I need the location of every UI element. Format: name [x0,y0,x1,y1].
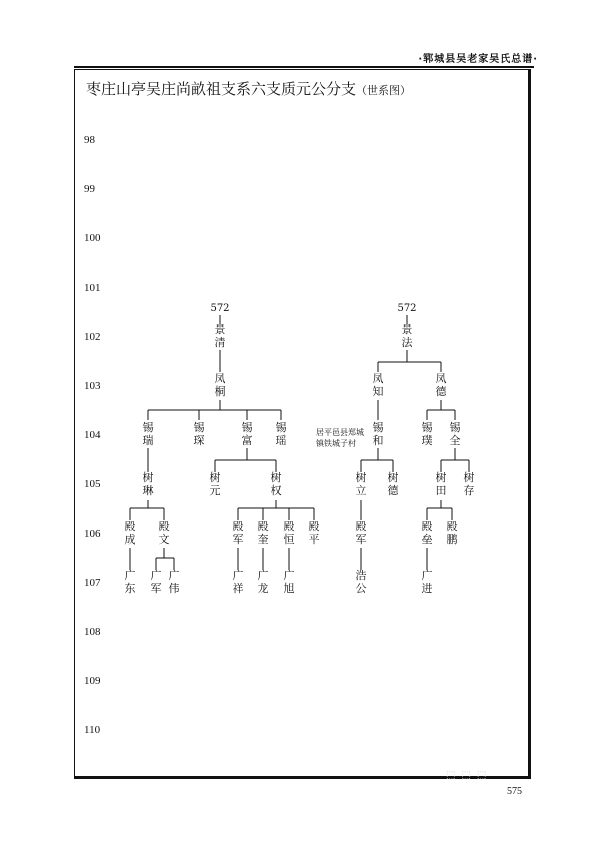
person-name: 景法 [401,323,413,349]
person-name: 树田 [435,471,447,497]
chart-title-main: 枣庄山亭吴庄尚畝祖支系六支质元公分支 [86,80,357,98]
person-name: 殿垒 [421,520,433,546]
person-name: 锡瑞 [142,421,154,447]
person-name: 凤桐 [214,372,226,398]
watermark: ⬚⬚⬚ [446,770,493,781]
person-name: 锡璞 [421,421,433,447]
person-name: 浩公 [355,569,367,595]
generation-number: 104 [84,429,101,442]
person-name: 锡瑶 [275,421,287,447]
generation-number: 105 [84,478,101,491]
person-name: 树存 [463,471,475,497]
tree-lines [130,315,469,570]
person-name: 树琳 [142,471,154,497]
person-name: 广进 [421,569,433,595]
person-name: 广军 [150,569,162,595]
generation-number: 103 [84,380,101,392]
person-name: 殿奎 [257,520,269,546]
generation-number: 99 [84,183,95,196]
person-name: 锡全 [449,421,461,447]
generation-number: 100 [84,232,101,245]
person-name: 凤知 [372,372,384,398]
generation-number: 107 [84,576,101,589]
person-name: 锡富 [241,421,253,447]
person-name: 殿鹏 [446,520,458,546]
generation-number: 106 [84,527,101,540]
person-name: 殿军 [355,520,367,546]
person-name: 树立 [355,471,367,497]
person-name: 广龙 [257,569,269,595]
generation-number: 101 [84,281,101,294]
person-name: 凤德 [435,372,447,398]
person-name: 树权 [270,471,282,497]
generation-number: 102 [84,330,101,343]
residence-note: 居平邑县郑城 [316,428,364,437]
person-name: 广旭 [283,569,295,595]
residence-note: 镇铁城子村 [316,439,356,448]
person-name: 树德 [387,471,399,497]
person-name: 572 [210,303,230,314]
generation-number: 110 [84,724,101,737]
person-name: 锡和 [372,421,384,447]
person-name: 殿成 [124,520,136,546]
person-name: 殿军 [232,520,244,546]
person-name: 广东 [124,569,136,595]
page-number: 575 [507,786,522,797]
person-name: 树元 [209,471,221,497]
person-name: 殿平 [308,520,320,546]
person-name: 殿文 [158,520,170,546]
person-name: 锡琛 [193,421,205,447]
person-name: 景清 [214,323,226,349]
generation-number: 108 [84,626,101,638]
person-name: 572 [397,303,417,314]
book-header: ·郓城县吴老家吴氏总谱· [418,54,538,65]
generation-number: 98 [84,134,95,146]
person-name: 广祥 [232,569,244,595]
person-name: 广伟 [168,569,180,595]
generation-number: 109 [84,675,101,688]
chart-title-sub: （世系图） [356,84,412,97]
tree-names [125,303,475,595]
person-name: 殿恒 [283,520,295,546]
